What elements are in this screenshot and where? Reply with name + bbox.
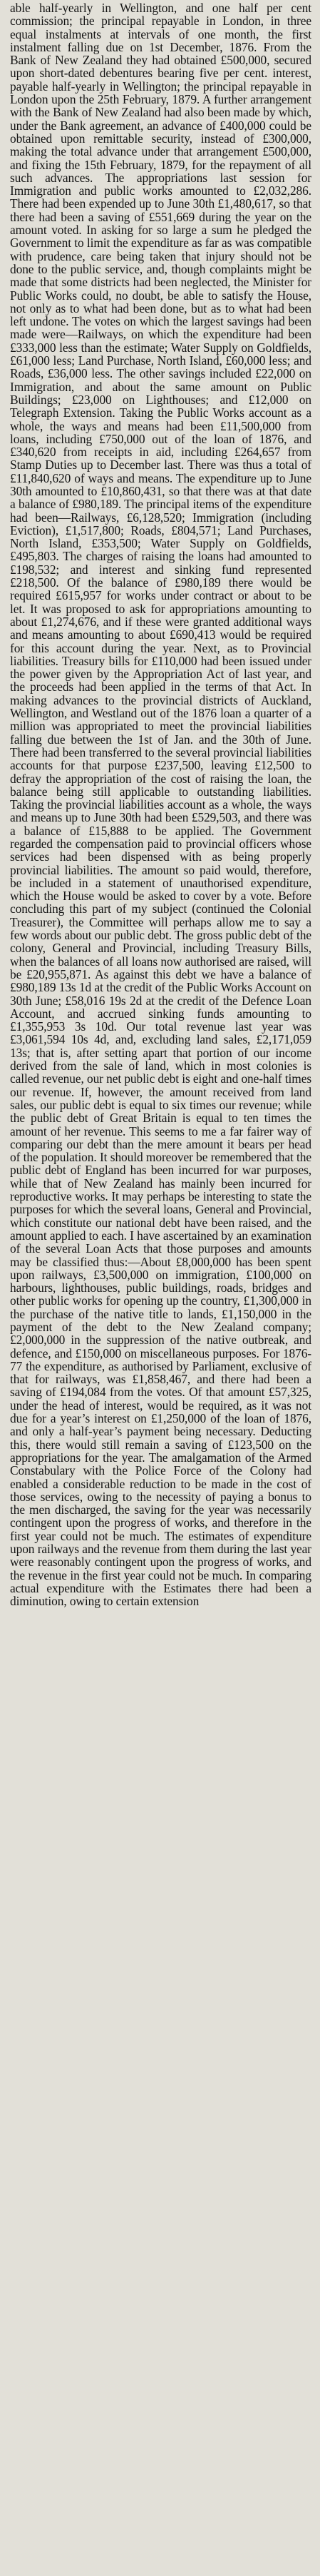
article-body: able half-yearly in Wellington, and one half per cent commission; the principal repayable in London, in three equal instalments at intervals of one month, the first instalment falling due on 1st December, 1876. From the Bank of New Zealand they had obtained £500,000, secured upon short-dated debentures bearing five per cent. interest, payable half-yearly in Wellington; the principal repayable in London upon the 25th February, 1879. A further arrangement with the Bank of New Zealand had also been made by which, under the Bank agreement, an advance of £400,000 could be obtained upon remittable security, instead of £300,000, making the total advance under that arrangement £500,000, and fixing the 15th February, 1879, for the repayment of all such advances. The appropriations last session for Immigration and public works amounted to £2,032,286. There had been expended up to June 30th £1,480,617, so that there had been a saving of £551,669 during the year on the amount voted. In asking for so large a sum he pledged the Government to limit the expenditure as far as was compatible with prudence, care being taken that injury should not be done to the public service, and, though complaints might be made that some districts had been neglected, the Minister for Public Works could, no doubt, be able to satisfy the House, not only as to what had been done, but as to what had been left undone. The votes on which the largest savings had been made were—Railways, on which the expenditure had been £333,000 less than the estimate; Water Supply on Goldfields, £61,000 less; Land Purchase, North Island, £60,000 less; and Roads, £36,000 less. The other savings included £22,000 on Immigration, and about the same amount on Public Buildings; £23,000 on Lighthouses; and £12,000 on Telegraph Extension. Taking the Public Works account as a whole, the ways and means had been £11,500,000 from loans, including £750,000 out of the loan of 1876, and £340,620 from receipts in aid, including £264,657 from Stamp Duties up to December last. There was thus a total of £11,840,620 of ways and means. The expenditure up to June 30th amounted to £10,860,431, so that there was at that date a balance of £980,189. The principal items of the expenditure had been—Railways, £6,128,520; Immigration (including Eviction), £1,517,800; Roads, £804,571; Land Purchases, North Island, £353,500; Water Supply on Goldfields, £495,803. The charges of raising the loans had amounted to £198,532; and interest and sinking fund represented £218,500. Of the balance of £980,189 there would be required £615,957 for works under contract or about to be let. It was proposed to ask for appropriations amounting to about £1,274,676, and if these were granted additional ways and means amounting to about £690,413 would be required for this account during the year. Next, as to Provincial liabilities. Treasury bills for £110,000 had been issued under the power given by the Appropriation Act of last year, and the proceeds had been applied in the terms of that Act. In making advances to the provincial districts of Auckland, Wellington, and Westland out of the 1876 loan a quarter of a million was appropriated to meet the provincial liabilities falling due between the 1st of Jan. and the 30th of June. There had been transferred to the several provincial liabilities accounts for that purpose £237,500, leaving £12,500 to defray the appropriation of the cost of raising the loan, the balance being still applicable to outstanding liabilities. Taking the provincial liabilities account as a whole, the ways and means up to June 30th had been £529,503, and there was a balance of £15,888 to be applied. The Government regarded the compensation paid to provincial officers whose services had been dispensed with as being properly provincial liabilities. The amount so paid would, therefore, be included in a statement of unauthorised expenditure, which the House would be asked to cover by a vote. Before concluding this part of my subject (continued the Colonial Treasurer), the Committee will perhaps allow me to say a few words about our public debt. The gross public debt of the colony, General and Provincial, including Treasury Bills, when the balances of all loans now authorised are raised, will be £20,955,871. As against this debt we have a balance of £980,189 13s 1d at the credit of the Public Works Account on 30th June; £58,016 19s 2d at the credit of the Defence Loan Account, and accrued sinking funds amounting to £1,355,953 3s 10d. Our total revenue last year was £3,061,594 10s 4d, and, excluding land sales, £2,171,059 13s; that is, after setting apart that portion of our income derived from the sale of land, which in most colonies is called revenue, our net public debt is eight and one-half times our revenue. If, however, the amount received from land sales, our public debt is equal to six times our revenue; while the public debt of Great Britain is equal to ten times the amount of her revenue. This seems to me a far fairer way of comparing our debt than the mere amount it bears per head of the population. It should moreover be remembered that the public debt of England has been incurred for war purposes, while that of New Zealand has mainly been incurred for reproductive works. It may perhaps be interesting to state the purposes for which the several loans, General and Provincial, which constitute our national debt have been raised, and the amount applied to each. I have ascertained by an examination of the several Loan Acts that those purposes and amounts may be classified thus:—About £8,000,000 has been spent upon railways, £3,500,000 on immigration, £100,000 on harbours, lighthouses, public buildings, roads, bridges and other public works for opening up the country, £1,300,000 in the purchase of the native title to lands, £1,150,000 in the payment of the debt to the New Zealand company; £2,000,000 in the suppression of the native outbreak, and defence, and £150,000 on miscellaneous purposes. For 1876-77 the expenditure, as authorised by Parliament, exclusive of that for railways, was £1,858,467, and there had been a saving of £194,084 from the votes. Of that amount £57,325, under the head of interest, would be required, as it was not due for a year’s interest on £1,250,000 of the loan of 1876, and only a half-year’s payment being necessary. Deducting this, there would still remain a saving of £123,500 on the appropriations for the year. The amalgamation of the Armed Constabulary with the Police Force of the Colony had enabled a considerable reduction to be made in the cost of those services, owing to the necessity of paying a bonus to the men discharged, the saving for the year was necessarily contingent upon the progress of works, and therefore in the first year could not be much. The estimates of expenditure upon railways and the revenue from them during the last year were reasonably contingent upon the progress of works, and the revenue in the first year could not be much. In comparing actual expenditure with the Estimates there had been a diminution, owing to certain extension [10,1,312,1609]
